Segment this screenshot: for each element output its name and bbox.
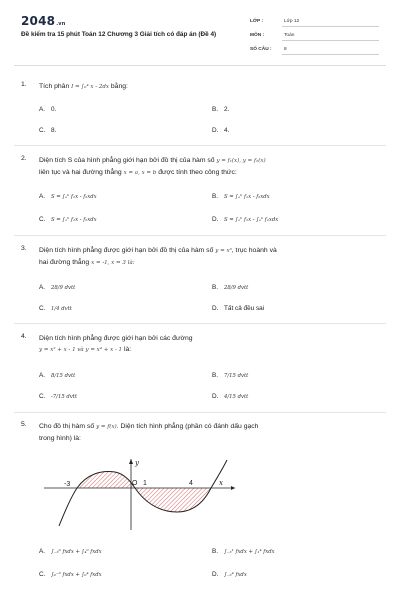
- question-3-option-c[interactable]: C. 1/4 dvtt: [39, 305, 72, 312]
- question-2-option-a[interactable]: A. S = ∫ₐᵇ f₁x - f₂xdx: [39, 193, 97, 200]
- question-5-option-d[interactable]: D. ∫₋₃⁴ fxdx: [212, 571, 247, 578]
- question-5-number: 5.: [21, 421, 27, 428]
- subject-underline: [282, 40, 379, 41]
- subject-label: MÔN :: [250, 33, 265, 38]
- question-2-formula-1: y = f₁(x), y = f₂(x): [216, 158, 266, 164]
- question-divider: [14, 323, 386, 324]
- class-underline: [282, 26, 379, 27]
- quiz-header: [0, 0, 400, 64]
- question-divider: [14, 145, 386, 146]
- question-1-option-b[interactable]: B. 2.: [212, 106, 230, 113]
- question-4-option-d[interactable]: D. 4/15 dvtt: [212, 393, 249, 400]
- quiz-title: Đề kiểm tra 15 phút Toán 12 Chương 3 Giải tích có đáp án (Đề 4): [21, 31, 217, 38]
- question-4-option-c[interactable]: C. -7/15 dvtt: [39, 393, 78, 400]
- y-axis-arrow: [129, 459, 133, 464]
- question-2-option-c[interactable]: C. S = ∫ₐᵇ f₁x - f₂xdx: [39, 216, 97, 223]
- question-1-option-d[interactable]: D. 4.: [212, 127, 230, 134]
- subject-value: Toán: [284, 33, 295, 38]
- count-label: SỐ CÂU :: [250, 47, 272, 52]
- question-3-number: 3.: [21, 245, 27, 252]
- header-divider: [14, 65, 386, 66]
- shaded-area-left: [77, 472, 135, 488]
- question-5-formula: y = f(x): [96, 424, 117, 430]
- question-divider: [14, 235, 386, 236]
- question-divider: [14, 412, 386, 413]
- question-4-formula: y = x² + x - 1 và y = x⁴ + x - 1: [39, 347, 123, 353]
- question-2-option-d[interactable]: D. S = ∫ₐᵇ f₁x - ∫ₐᵇ f₂xdx: [212, 216, 279, 223]
- question-5-option-a[interactable]: A. ∫₋₃⁰ fxdx + ∫₄⁰ fxdx: [39, 548, 102, 555]
- count-value: 8: [284, 47, 287, 52]
- question-2-option-b[interactable]: B. S = ∫ₐᵇ f₁x - f₂xdx: [212, 193, 270, 200]
- x-tick-neg3: -3: [64, 481, 71, 488]
- question-3-formula-1: y = x³: [215, 248, 232, 254]
- x-axis-arrow: [231, 486, 235, 490]
- question-1-text: Tích phân I = ∫₀⁴ x - 2dx bằng:: [39, 83, 128, 90]
- question-4-text: Diện tích hình phẳng được giới hạn bởi các đường y = x² + x - 1 và y = x⁴ + x - 1 là:: [39, 335, 193, 353]
- question-1-option-a[interactable]: A. 0.: [39, 106, 57, 113]
- question-2-formula-2: x = a, x = b: [123, 170, 157, 176]
- x-tick-4: 4: [189, 480, 193, 487]
- question-1-option-c[interactable]: C. 8.: [39, 127, 57, 134]
- question-2-number: 2.: [21, 155, 27, 162]
- class-value: Lớp 12: [284, 19, 300, 24]
- question-3-option-a[interactable]: A. 28/9 dvtt: [39, 284, 76, 291]
- question-1-number: 1.: [21, 81, 27, 88]
- question-4-option-b[interactable]: B. 7/15 dvtt: [212, 372, 249, 379]
- site-logo[interactable]: 2048.vn: [21, 14, 66, 28]
- question-3-text: Diện tích hình phẳng được giới hạn bởi đồ thị của hàm số y = x³, trục hoành và hai đường thẳng x = -1, x = 3 là:: [39, 247, 277, 266]
- function-graph: [39, 456, 239, 531]
- class-label: LỚP :: [250, 19, 264, 24]
- question-3-option-d[interactable]: D. Tất cả đều sai: [212, 305, 265, 312]
- question-3-option-b[interactable]: B. 28/9 dvtt: [212, 284, 249, 291]
- question-1-formula: I = ∫₀⁴ x - 2dx: [71, 84, 110, 90]
- question-3-formula-2: x = -1, x = 3: [91, 260, 126, 266]
- question-2-text: Diện tích S của hình phẳng giới hạn bởi đồ thị của hàm số y = f₁(x), y = f₂(x) liên tục và hai đường thẳng x = a, x = b được tính theo công thức:: [39, 157, 266, 176]
- count-underline: [282, 54, 379, 55]
- origin-label: O: [132, 480, 138, 487]
- x-tick-1: 1: [143, 480, 147, 487]
- question-5-option-b[interactable]: B. ∫₋₃¹ fxdx + ∫₁⁴ fxdx: [212, 548, 275, 555]
- x-axis-label: x: [219, 479, 223, 487]
- question-5-option-c[interactable]: C. ∫₀⁻³ fxdx + ∫₀⁴ fxdx: [39, 571, 102, 578]
- shaded-area-right: [135, 488, 211, 512]
- question-4-number: 4.: [21, 333, 27, 340]
- question-4-option-a[interactable]: A. 8/15 dvtt: [39, 372, 76, 379]
- y-axis-label: y: [135, 459, 139, 467]
- question-5-text: Cho đồ thị hàm số y = f(x). Diện tích hình phẳng (phần có đánh dấu gạch trong hình) là:: [39, 423, 259, 442]
